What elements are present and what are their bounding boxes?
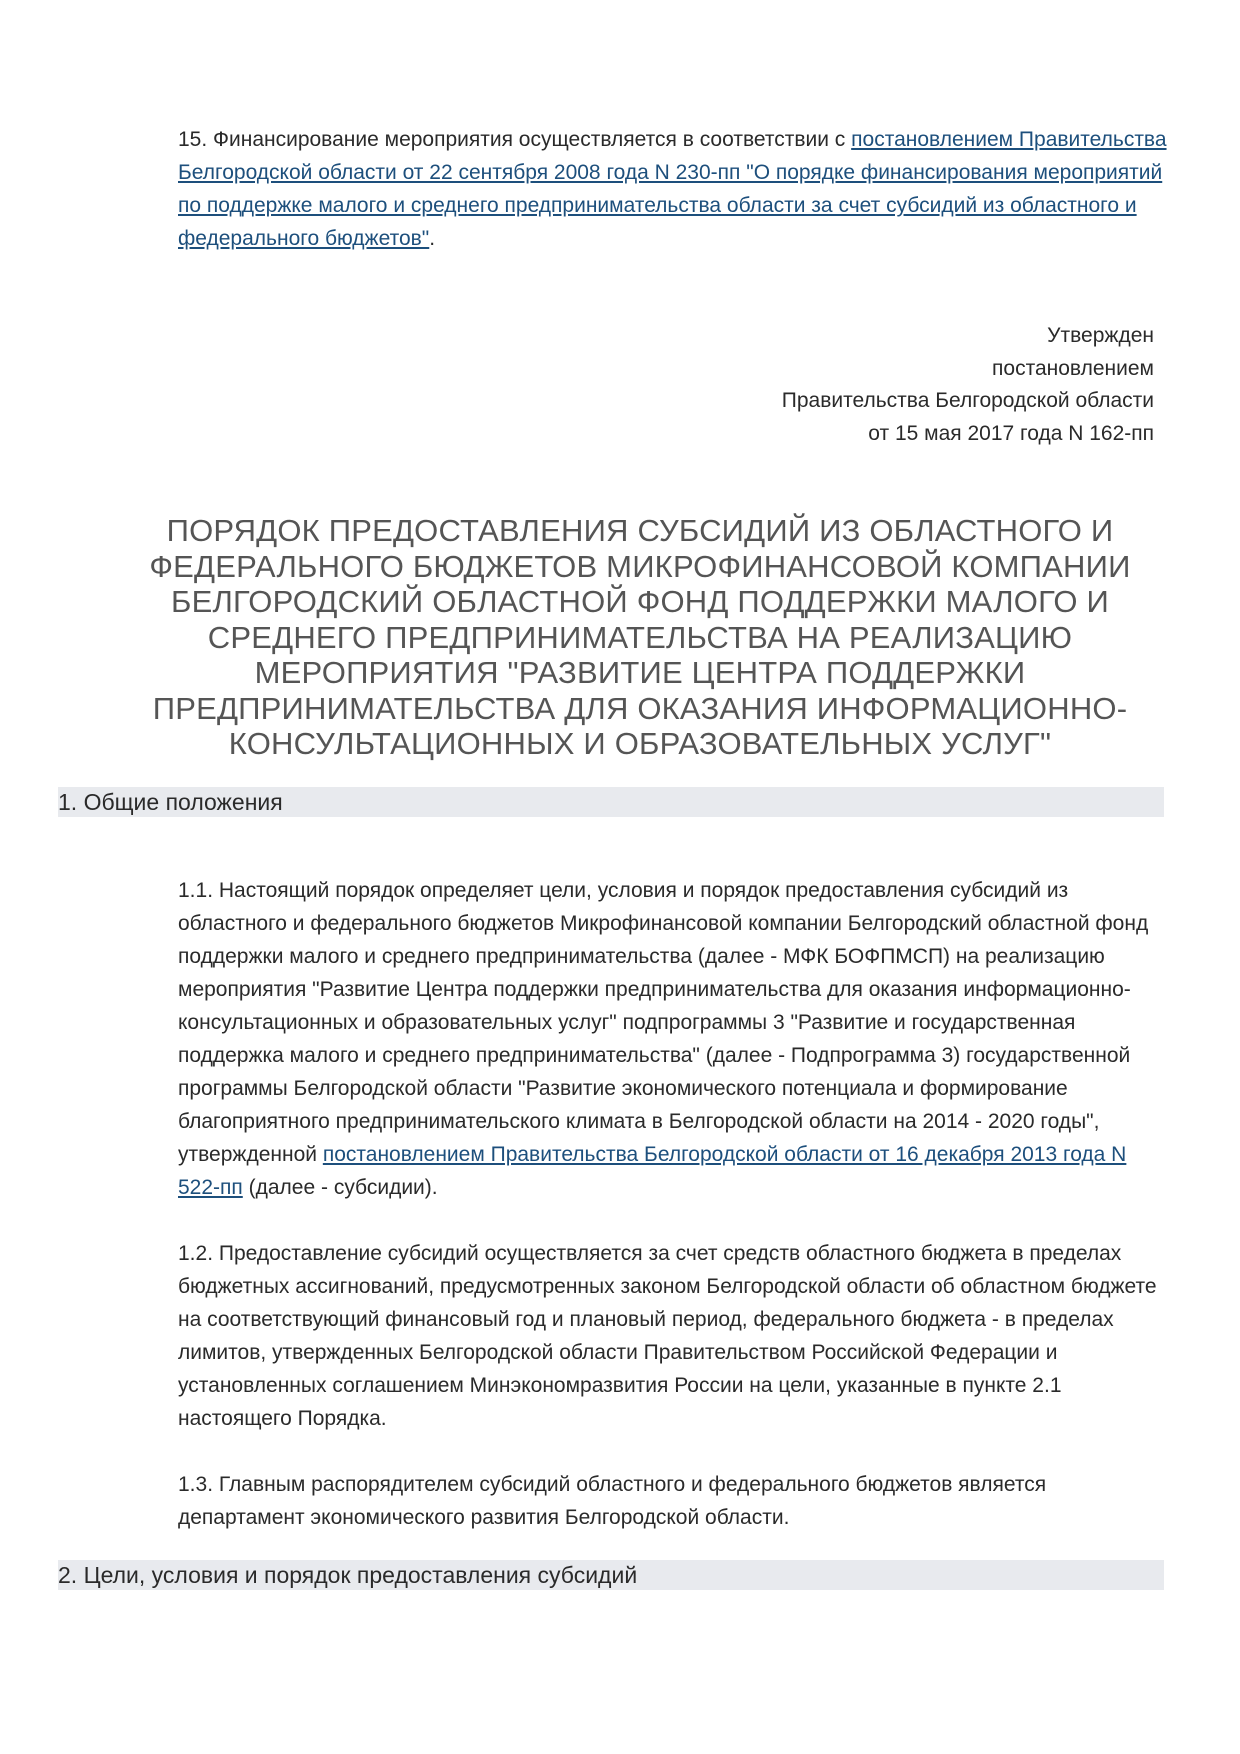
resolution-522-link[interactable]: постановлением Правительства Белгородской области от 16 декабря 2013 года N 522-пп bbox=[178, 1143, 1127, 1199]
paragraph-1-1-text: 1.1. Настоящий порядок определяет цели, условия и порядок предоставления субсидий из областного и федерального бюджетов Микрофинансовой компании Белгородский областной фонд поддержки малого и среднего предпринимательства (далее - МФК БОФПМСП) на реализацию мероприятия "Развитие Центра поддержки предпринимательства для оказания информационно-консультационных и образовательных услуг" подпрограммы 3 "Развитие и государственная поддержка малого и среднего предпринимательства" (далее - Подпрограмма 3) государственной программы Белгородской области "Развитие экономического потенциала и формирование благоприятного предпринимательского климата в Белгородской области на 2014 - 2020 годы", утвержденной bbox=[178, 879, 1149, 1166]
approval-line-1: Утвержден bbox=[1047, 324, 1154, 347]
paragraph-1-1-suffix: (далее - субсидии). bbox=[242, 1176, 438, 1199]
document-title: ПОРЯДОК ПРЕДОСТАВЛЕНИЯ СУБСИДИЙ ИЗ ОБЛАСТНОГО И ФЕДЕРАЛЬНОГО БЮДЖЕТОВ МИКРОФИНАНСОВОЙ КОМПАНИИ БЕЛГОРОДСКИЙ ОБЛАСТНОЙ ФОНД ПОДДЕРЖКИ МАЛОГО И СРЕДНЕГО ПРЕДПРИНИМАТЕЛЬСТВА НА РЕАЛИЗАЦИЮ МЕРОПРИЯТИЯ "РАЗВИТИЕ ЦЕНТРА ПОДДЕРЖКИ ПРЕДПРИНИМАТЕЛЬСТВА ДЛЯ ОКАЗАНИЯ ИНФОРМАЦИОННО-КОНСУЛЬТАЦИОННЫХ И ОБРАЗОВАТЕЛЬНЫХ УСЛУГ" bbox=[149, 513, 1131, 761]
paragraph-1-2: 1.2. Предоставление субсидий осуществляется за счет средств областного бюджета в пределах бюджетных ассигнований, предусмотренных законом Белгородской области об областном бюджете на соответствующий финансовый год и плановый период, федерального бюджета - в пределах лимитов, утвержденных Белгородской области Правительством Российской Федерации и установленных соглашением Минэкономразвития России на цели, указанные в пункте 2.1 настоящего Порядка. bbox=[178, 1242, 1157, 1430]
resolution-230-link[interactable]: постановлением Правительства Белгородской области от 22 сентября 2008 года N 230-пп "О порядке финансирования мероприятий по поддержке малого и среднего предпринимательства области за счет субсидий из областного и федерального бюджетов" bbox=[178, 128, 1167, 250]
section-2-heading bbox=[58, 1560, 1164, 1590]
section-2-heading-text: 2. Цели, условия и порядок предоставления субсидий bbox=[58, 1562, 638, 1588]
section-1-heading-text: 1. Общие положения bbox=[58, 789, 283, 815]
paragraph-15 bbox=[178, 123, 1168, 255]
approval-line-2: постановлением bbox=[992, 356, 1154, 380]
approval-line-3: Правительства Белгородской области bbox=[781, 389, 1154, 412]
paragraph-1-3: 1.3. Главным распорядителем субсидий областного и федерального бюджетов является департамент экономического развития Белгородской области. bbox=[178, 1473, 1047, 1529]
paragraph-15-text: 15. Финансирование мероприятия осуществляется в соответствии с bbox=[178, 128, 852, 151]
approval-block bbox=[782, 320, 1154, 450]
paragraph-1-1 bbox=[178, 874, 1168, 1204]
approval-line-4: от 15 мая 2017 года N 162-пп bbox=[868, 421, 1154, 445]
paragraph-15-suffix: . bbox=[429, 227, 436, 250]
section-1-heading bbox=[58, 787, 1164, 817]
